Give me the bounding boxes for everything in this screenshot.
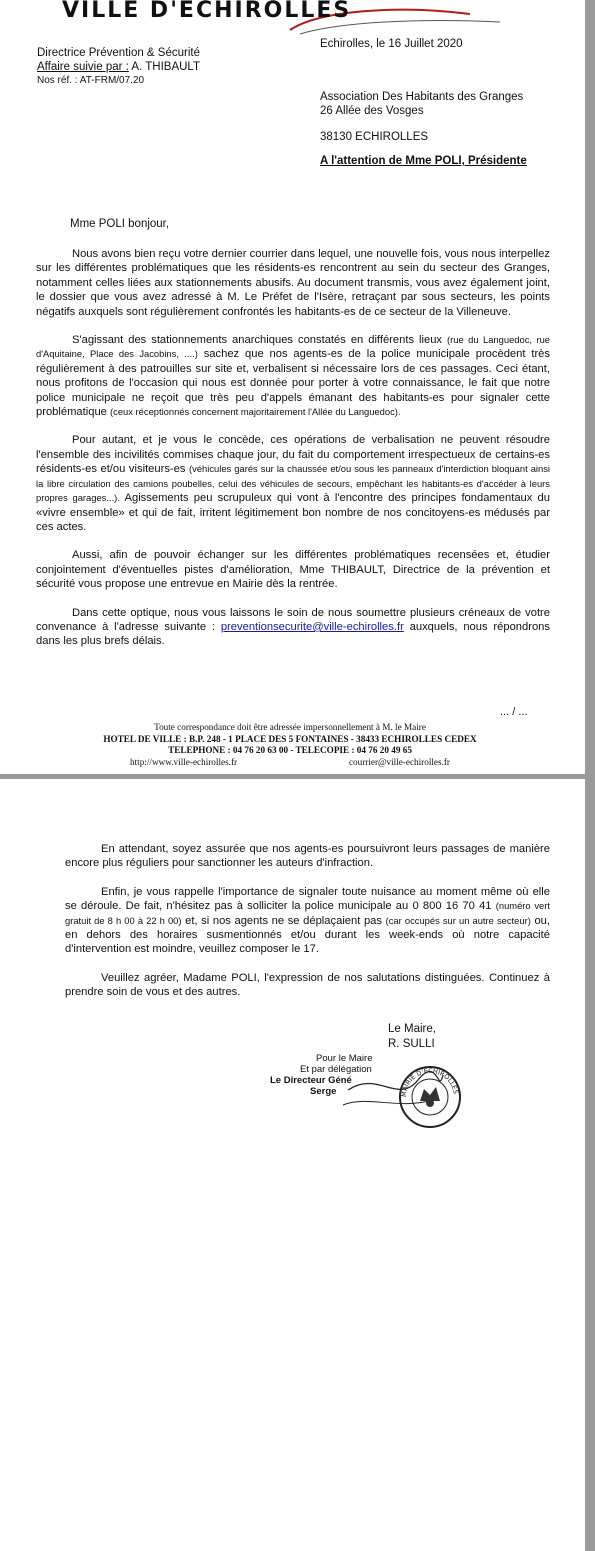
letter-date: Echirolles, le 16 Juillet 2020 (320, 38, 463, 50)
handled-by: Affaire suivie par : A. THIBAULT (37, 61, 200, 73)
seal-lettering: MAIRIE D'ECHIROLLES (399, 1066, 460, 1098)
recipient-attention: A l'attention de Mme POLI, Présidente (320, 155, 527, 167)
paragraph-5: Dans cette optique, nous vous laissons le soin de nous soumettre plusieurs créneaux de votre convenance à l'adresse suivante : preventionsecurite@ville-echirolles.fr auxquels, nous répondrons dans les plus brefs délais. (36, 606, 550, 648)
letter-body-page2 (65, 842, 550, 1014)
paragraph-7: Enfin, je vous rappelle l'importance de signaler toute nuisance au moment même où elle se déroule. De fait, n'hésitez pas à solliciter la police municipale au 0 800 16 70 41 (numéro vert gratuit de 8 h 00 à 22 h 00) et, si nos agents ne se déplaçaient pas (car occupés sur un autre secteur) ou, en dehors des horaires susmentionnés et/ou durant les week-ends où notre capacité d'intervention est moindre, veuillez composer le 17. (65, 885, 551, 956)
paragraph-1: Nous avons bien reçu votre dernier courrier dans lequel, une nouvelle fois, vous nous interpellez sur les différentes problématiques que les résidents-es rencontrent au sein du secteur des Granges, notamment celles liées aux stationnements abusifs. Au document transmis, vous avez également joint, le dossier que vous avez adressé à M. Le Préfet de l'Isère, retraçant par sous secteurs, les points négatifs auxquels sont régulièrement confrontés les habitants-es de ce secteur de la Villeneuve. (36, 248, 550, 318)
department-name: Directrice Prévention & Sécurité (37, 47, 200, 59)
letter-body-page1 (36, 247, 550, 663)
paragraph-8: Veuillez agréer, Madame POLI, l'expression de nos salutations distinguées. Continuez à prendre soin de vous et des autres. (65, 971, 550, 999)
recipient-block (320, 90, 527, 168)
recipient-name: Association Des Habitants des Granges (320, 91, 524, 103)
footer-phone: TELEPHONE : 04 76 20 63 00 - TELECOPIE : 04 76 20 49 65 (168, 745, 412, 755)
recipient-city: 38130 ECHIROLLES (320, 131, 429, 143)
reference-number: Nos réf. : AT-FRM/07.20 (37, 75, 145, 86)
signature-block (388, 1022, 436, 1052)
sender-block (37, 46, 200, 88)
delegation-line-1: Pour le Maire (316, 1053, 373, 1064)
prevention-email-link[interactable]: preventionsecurite@ville-echirolles.fr (220, 620, 404, 633)
letter-footer (100, 722, 480, 768)
delegation-line-4: Serge (310, 1086, 337, 1097)
letter-page-1 (0, 0, 585, 774)
footer-links (100, 757, 480, 769)
footer-website-link[interactable]: http://www.ville-echirolles.fr (130, 756, 238, 767)
paragraph-6: En attendant, soyez assurée que nos agents-es poursuivront leurs passages de manière encore plus réguliers pour sanctionner les auteurs d'infraction. (65, 843, 550, 870)
signature-title: Le Maire, (388, 1023, 436, 1035)
footer-address: HOTEL DE VILLE : B.P. 248 - 1 PLACE DES 5 FONTAINES - 38433 ECHIROLLES CEDEX (103, 733, 477, 744)
recipient-street: 26 Allée des Vosges (320, 105, 424, 117)
salutation: Mme POLI bonjour, (70, 218, 170, 230)
delegation-line-3: Le Directeur Géné (270, 1075, 352, 1086)
letter-page-2 (0, 779, 585, 1551)
paragraph-2: S'agissant des stationnements anarchiques constatés en différents lieux (rue du Languedoc, rue d'Aquitaine, Place des Jacobins, ....) sachez que nos agents-es de la police municipale procèdent très régulièrement à des patrouilles sur site et, verbalisent si nécessaire lors de ces passages. Ceci étant, nous profitons de l'occasion qui nous est donnée pour porter à votre connaissance, le fait que notre police municipale ne reçoit que très peu d'appels émanant des habitants-es pour signaler cette problématique (ceux réceptionnés concernent majoritairement l'Allée du Languedoc). (36, 334, 551, 419)
city-logo-text: VILLE D'ECHIROLLES (62, 0, 352, 23)
mairie-seal (398, 1065, 462, 1129)
signature-name: R. SULLI (388, 1038, 435, 1050)
footer-email-link[interactable]: courrier@ville-echirolles.fr (348, 756, 450, 767)
footer-notice: Toute correspondance doit être adressée impersonnellement à M. le Maire (154, 722, 426, 732)
paragraph-4: Aussi, afin de pouvoir échanger sur les différentes problématiques recensées et, étudier conjointement d'éventuelles pistes d'amélioration, Mme THIBAULT, Directrice de la prévention et sécurité vous propose une entrevue en Mairie dès la rentrée. (36, 549, 550, 591)
paragraph-3: Pour autant, et je vous le concède, ces opérations de verbalisation ne peuvent résoudre l'ensemble des incivilités commises chaque jour, du fait du comportement irrespectueux de certains-es résidents-es et/ou visiteurs-es (véhicules garés sur la chaussée et/ou sous les panneaux d'interdiction bloquant ainsi la libre circulation des camions poubelles, celui des véhicules de secours, empêchant les habitants-es d'accéder à leurs propres garages...). Agissements peu scrupuleux qui vont à l'encontre des principes fondamentaux du «vivre ensemble» et qui de fait, irritent légitimement bon nombre de nos concitoyens-es médusés par ces actes. (36, 434, 551, 533)
delegation-line-2: Et par délégation (300, 1064, 372, 1075)
svg-text:MAIRIE D'ECHIROLLES (400, 1067, 460, 1097)
continuation-mark: ... / ... (500, 706, 528, 718)
city-logo (62, 0, 351, 23)
